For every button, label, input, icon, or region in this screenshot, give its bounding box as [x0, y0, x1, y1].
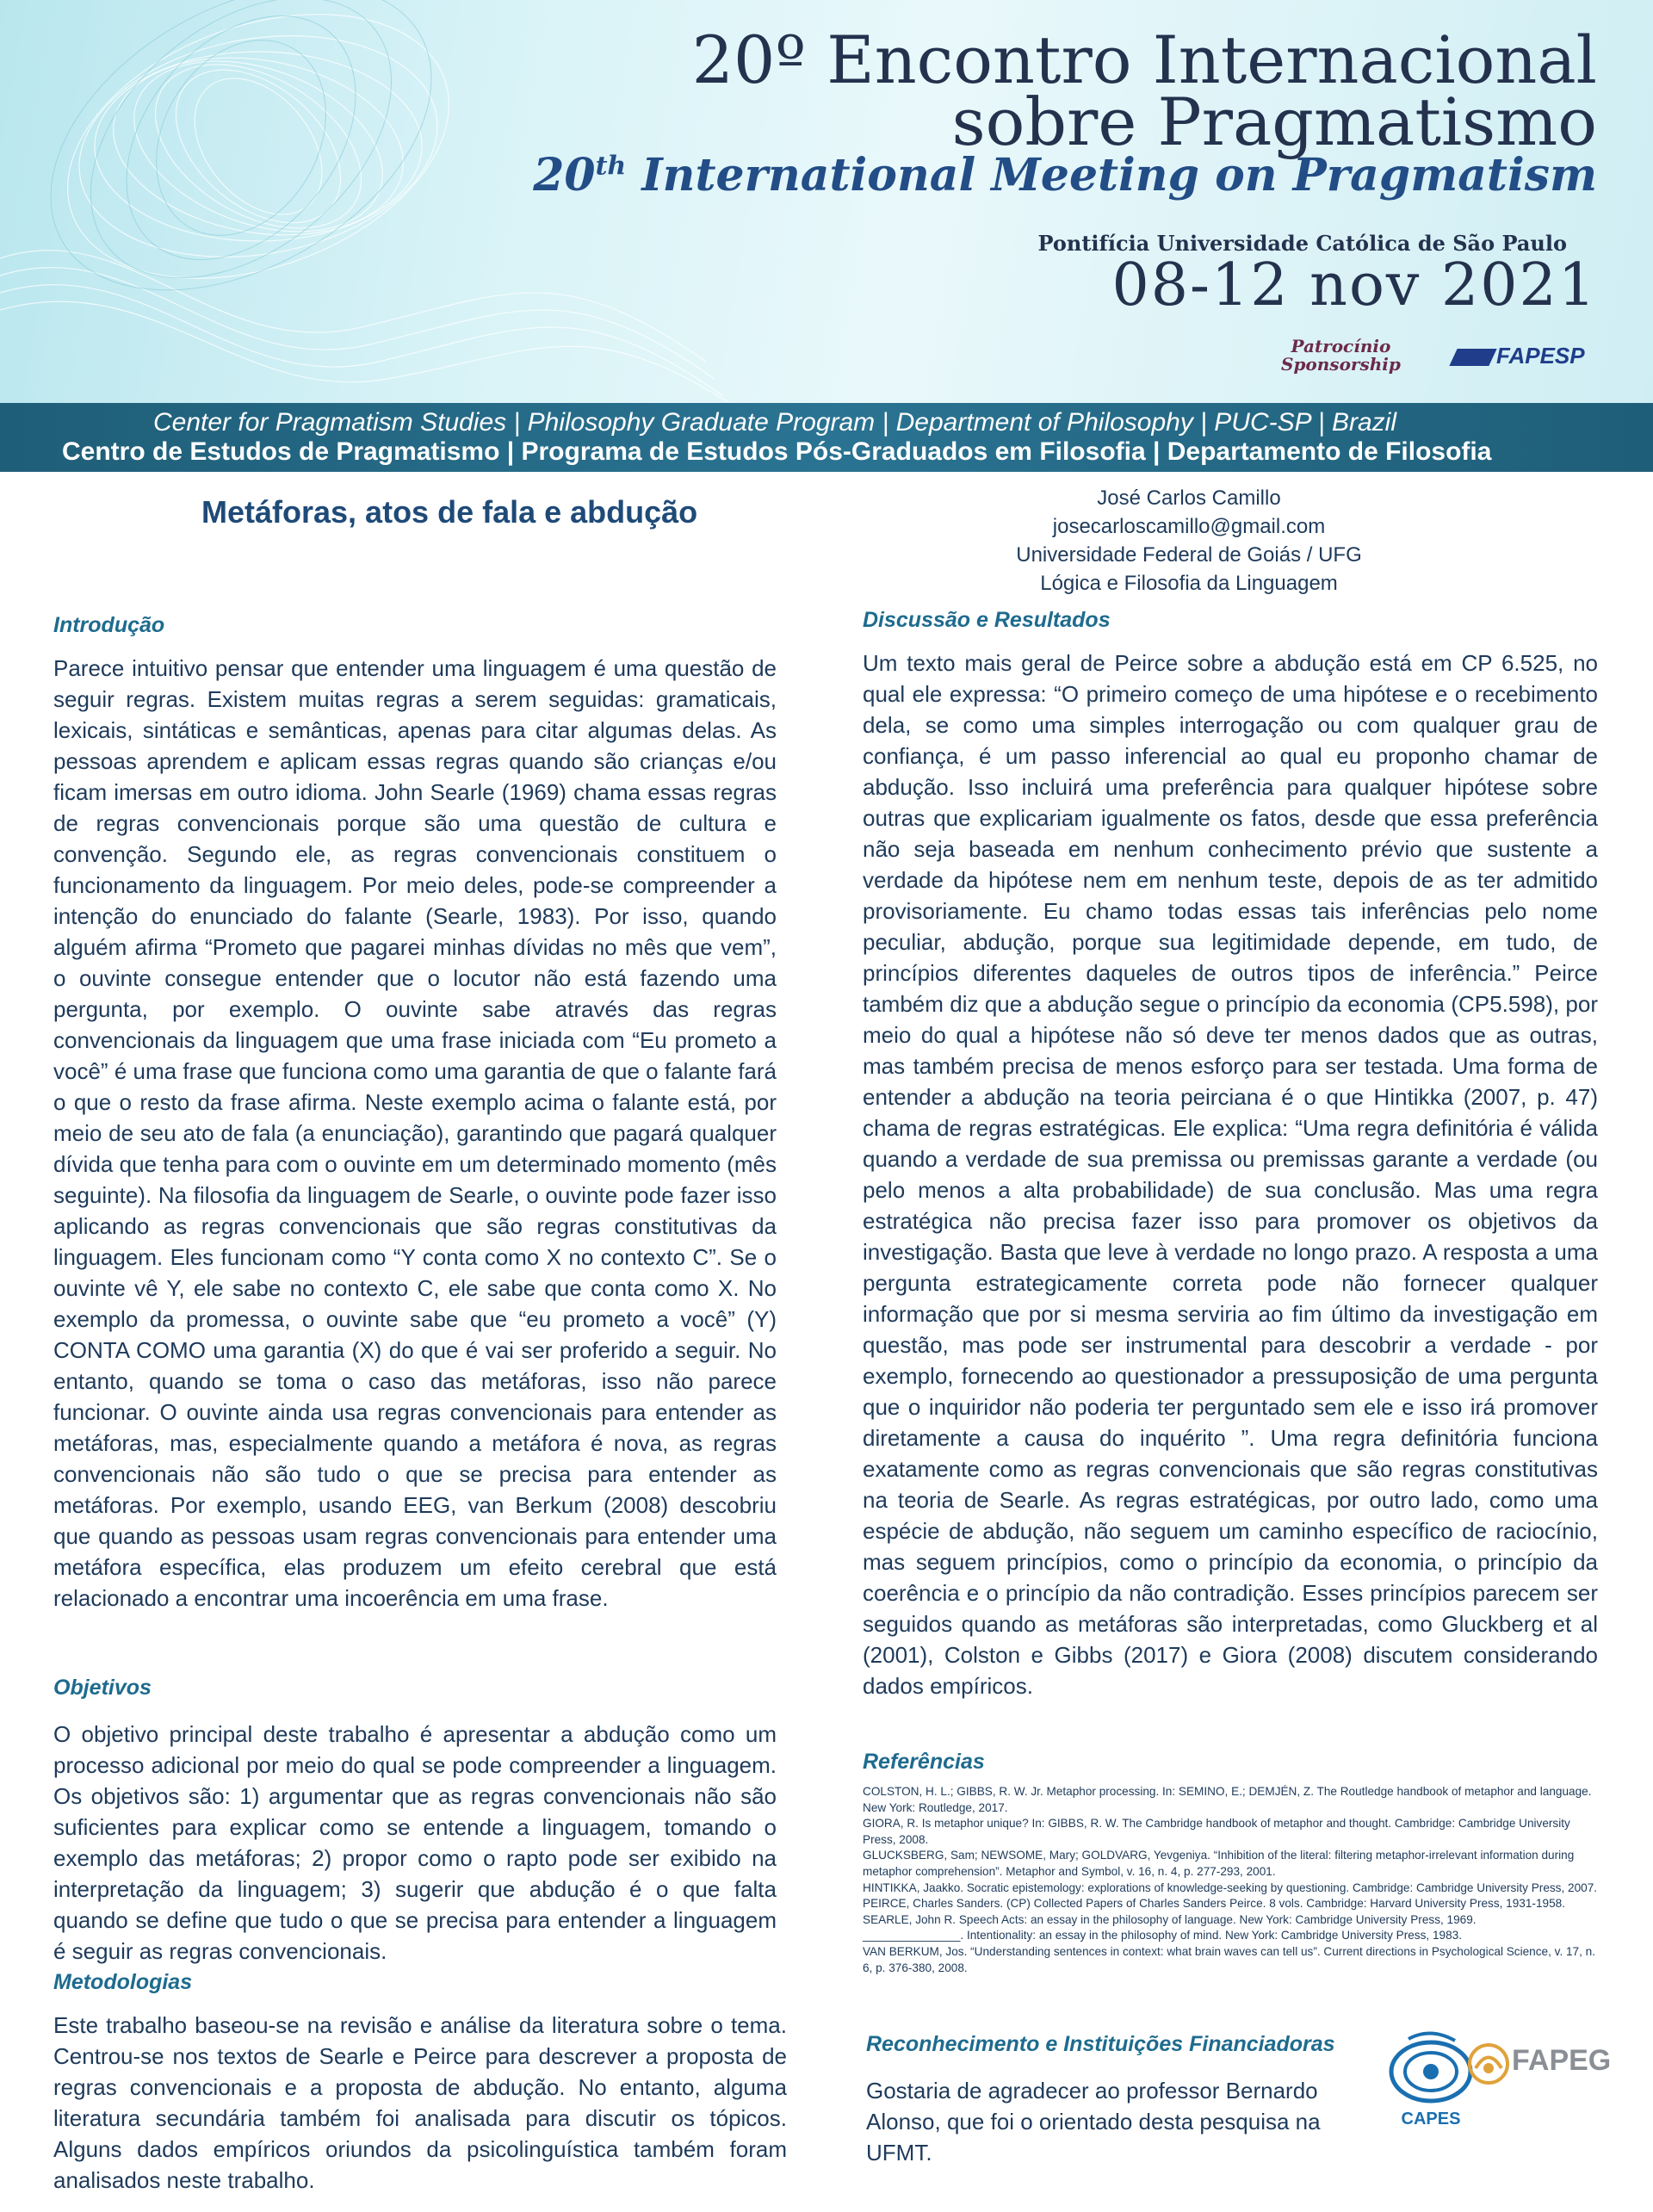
fapesp-flag-icon: [1449, 349, 1496, 366]
institution-strip: [0, 403, 1653, 472]
author-area: Lógica e Filosofia da Linguagem: [1040, 572, 1338, 595]
banner-title-en: 20th International Meeting on Pragmatism: [533, 149, 1597, 201]
text-introducao: Parece intuitivo pensar que entender uma linguagem é uma questão de seguir regras. Existem muitas regras a serem seguidas: gramaticais, lexicais, sintáticas e semânticas, apenas para citar algumas delas. As pessoas aprendem e aplicam essas regras quando são crianças e/ou ficam imersas em outro idioma. John Searle (1969) chama essas regras de regras convencionais porque são uma questão de cultura e convenção. Segundo ele, as regras convencionais constituem o funcionamento da linguagem. Por meio deles, pode-se compreender a intenção do enunciado do falante (Searle, 1983). Por isso, quando alguém afirma “Prometo que pagarei minhas dívidas no mês que vem”, o ouvinte consegue entender que o locutor não está fazendo uma pergunta, por exemplo. O ouvinte sabe através das regras convencionais da linguagem que uma frase iniciada com “Eu prometo a você” é uma frase que funciona como uma garantia de que o falante fará o que o resto da frase afirma. Neste exemplo acima o falante está, por meio de seu ato de fala (a enunciação), garantindo que pagará qualquer dívida que tenha para com o ouvinte em um determinado momento (mês seguinte). Na filosofia da linguagem de Searle, o ouvinte pode fazer isso aplicando as regras convencionais que são regras constitutivas da linguagem. Eles funcionam como “Y conta como X no contexto C”. Se o ouvinte vê Y, ele sabe no contexto C, ele sabe que conta como X. No exemplo da promessa, o ouvinte sabe que “eu prometo a você” (Y) CONTA COMO uma garantia (X) do que é vai ser proferido a seguir. No entanto, quando se toma o caso das metáforas, isso não parece funcionar. O ouvinte ainda usa regras convencionais para entender as metáforas, mas, especialmente quando a metáfora é nova, as regras convencionais não são tudo o que se precisa para entender as metáforas. Por exemplo, usando EEG, van Berkum (2008) descobriu que quando as pessoas usam regras convencionais para entender uma metáfora específica, elas produzem um efeito cerebral que está relacionado a encontrar uma incoerência em uma frase.: [53, 655, 777, 1611]
author-name: José Carlos Camillo: [1097, 486, 1281, 510]
references-list: [863, 1784, 1598, 1976]
reference-item: GIORA, R. Is metaphor unique? In: GIBBS, R. W. The Cambridge handbook of metaphor and thought. Cambridge: Cambridge University Press, 2008.: [863, 1817, 1570, 1846]
sponsorship-en: Sponsorship: [1281, 354, 1401, 375]
conference-banner: [0, 0, 1653, 403]
reference-item: _______________. Intentionality: an essay in the philosophy of mind. New York: Cambridge University Press, 1983.: [863, 1929, 1462, 1942]
heading-discussao: Discussão e Resultados: [863, 608, 1111, 632]
sponsorship-pt: Patrocínio: [1291, 336, 1391, 356]
fapesp-logo: [1453, 343, 1585, 369]
banner-dates: 08-12 nov 2021: [1111, 251, 1597, 319]
text-discussao: Um texto mais geral de Peirce sobre a abdução está em CP 6.525, no qual ele expressa: “O primeiro começo de uma hipótese e o recebimento dela, se como uma simples interrogação ou com qualquer grau de confiança, é um passo inferencial ao qual eu proponho chamar de abdução. Isso incluirá uma preferência para qualquer hipótese sobre outras que explicariam igualmente os fatos, desde que essa preferência não seja baseada em nenhum conhecimento prévio que sustente a verdade da hipótese nem em nenhum teste, depois de as ter admitido provisoriamente. Eu chamo todas essas tais inferências pelo nome peculiar, abdução, porque sua legitimidade depende, em tudo, de princípios diferentes daqueles de outros tipos de inferência.” Peirce também diz que a abdução segue o princípio da economia (CP5.598), por meio do qual a hipótese não só deve ter menos dados que as outras, mas também precisa de menos esforço para ser testada. Uma forma de entender a abdução na teoria peirciana é o que Hintikka (2007, p. 47) chama de regras estratégicas. Ele explica: “Uma regra definitória é válida quando a verdade de sua premissa ou premissas garante a verdade (ou pelo menos a alta probabilidade) de sua conclusão. Mas uma regra estratégica não precisa fazer isso para promover os objetivos da investigação. Basta que leve à verdade no longo prazo. A resposta a uma pergunta estrategicamente correta pode não fornecer qualquer informação que por si mesma serviria ao fim último da investigação em questão, mas pode ser instrumental para descobrir a verdade - por exemplo, fornecendo ao questionador a pressuposição de uma pergunta que o inquiridor não poderia ter perguntado sem ele e isso irá promover diretamente a causa do inquérito ”. Uma regra definitória funciona exatamente como as regras convencionais que são regras constitutivas na teoria de Searle. As regras estratégicas, por outro lado, como uma espécie de abdução, não seguem um caminho específico de raciocínio, mas seguem princípios, como o princípio da economia, o princípio da coerência e o princípio da não contradição. Esses princípios parecem ser seguidos quando as metáforas são interpretadas, como Gluckberg et al (2001), Colston e Gibbs (2017) e Giora (2008) discutem considerando dados empíricos.: [863, 650, 1598, 1699]
sponsorship-label: [1281, 338, 1401, 374]
heading-referencias: Referências: [863, 1750, 985, 1774]
poster-title: Metáforas, atos de fala e abdução: [201, 494, 698, 530]
text-objetivos: O objetivo principal deste trabalho é apresentar a abdução como um processo adicional por meio do qual se pode compreender a linguagem. Os objetivos são: 1) argumentar que as regras convencionais não são suficientes para explicar como se entende a linguagem, tomando o exemplo das metáforas; 2) propor como o rapto pode ser exibido na interpretação da linguagem; 3) sugerir que abdução é o que falta quando se define que tudo o que se precisa para entender a linguagem é seguir as regras convencionais.: [53, 1721, 777, 1964]
banner-title-pt-1: 20º Encontro Internacional: [691, 22, 1597, 98]
author-institution: Universidade Federal de Goiás / UFG: [1016, 543, 1362, 567]
fapeg-logo: [1467, 2035, 1612, 2122]
heading-introducao: Introdução: [53, 613, 165, 637]
reference-item: VAN BERKUM, Jos. “Understanding sentences in context: what brain waves can tell us”. Current directions in Psychological Science, v. 17, n. 6, p. 376-380, 2008.: [863, 1944, 1596, 1974]
banner-university: Pontifícia Universidade Católica de São Paulo: [1037, 231, 1567, 256]
capes-logo-text: CAPES: [1401, 2110, 1461, 2128]
author-block: [997, 484, 1381, 598]
reference-item: SEARLE, John R. Speech Acts: an essay in the philosophy of language. New York: Cambridge University Press, 1969.: [863, 1912, 1477, 1926]
fapesp-logo-text: FAPESP: [1496, 343, 1585, 369]
reference-item: COLSTON, H. L.; GIBBS, R. W. Jr. Metaphor processing. In: SEMINO, E.; DEMJÉN, Z. The Routledge handbook of metaphor and language. New York: Routledge, 2017.: [863, 1785, 1592, 1814]
heading-metodologias: Metodologias: [53, 1970, 193, 1994]
heading-objetivos: Objetivos: [53, 1676, 152, 1700]
capes-logo: [1383, 2030, 1479, 2132]
text-reconhecimento: Gostaria de agradecer ao professor Bernardo Alonso, que foi o orientado desta pesquisa na UFMT.: [866, 2078, 1321, 2166]
institution-strip-pt: Centro de Estudos de Pragmatismo | Programa de Estudos Pós-Graduados em Filosofia | Departamento de Filosofia: [62, 437, 1492, 466]
author-email[interactable]: josecarloscamillo@gmail.com: [1052, 515, 1326, 538]
reference-item: PEIRCE, Charles Sanders. (CP) Collected Papers of Charles Sanders Peirce. 8 vols. Cambridge: Harvard University Press, 1931-1958.: [863, 1897, 1565, 1911]
heading-reconhecimento: Reconhecimento e Instituições Financiadoras: [866, 2032, 1335, 2056]
fapeg-logo-text: FAPEG: [1512, 2044, 1612, 2077]
swirl-graphic: [0, 0, 775, 403]
fapeg-emblem-icon: [1467, 2042, 1510, 2085]
banner-title-pt-2: sobre Pragmatismo: [951, 84, 1597, 160]
reference-item: HINTIKKA, Jaakko. Socratic epistemology: explorations of knowledge-seeking by questioning. Cambridge: Cambridge University Press, 2007.: [863, 1881, 1598, 1894]
institution-strip-en: Center for Pragmatism Studies | Philosophy Graduate Program | Department of Philosophy | PUC-SP | Brazil: [153, 408, 1396, 437]
reference-item: GLUCKSBERG, Sam; NEWSOME, Mary; GOLDVARG, Yevgeniya. “Inhibition of the literal: filtering metaphor-irrelevant information during metaphor comprehension”. Metaphor and Symbol, v. 16, n. 4, p. 277-293, 2001.: [863, 1849, 1575, 1878]
text-metodologias: Este trabalho baseou-se na revisão e análise da literatura sobre o tema. Centrou-se nos textos de Searle e Peirce para descrever a proposta de regras convencionais e a proposta de abdução. No entanto, alguma literatura secundária também foi analisada para discutir os tópicos. Alguns dados empíricos oriundos da psicolinguística também foram analisados neste trabalho.: [53, 2012, 787, 2193]
